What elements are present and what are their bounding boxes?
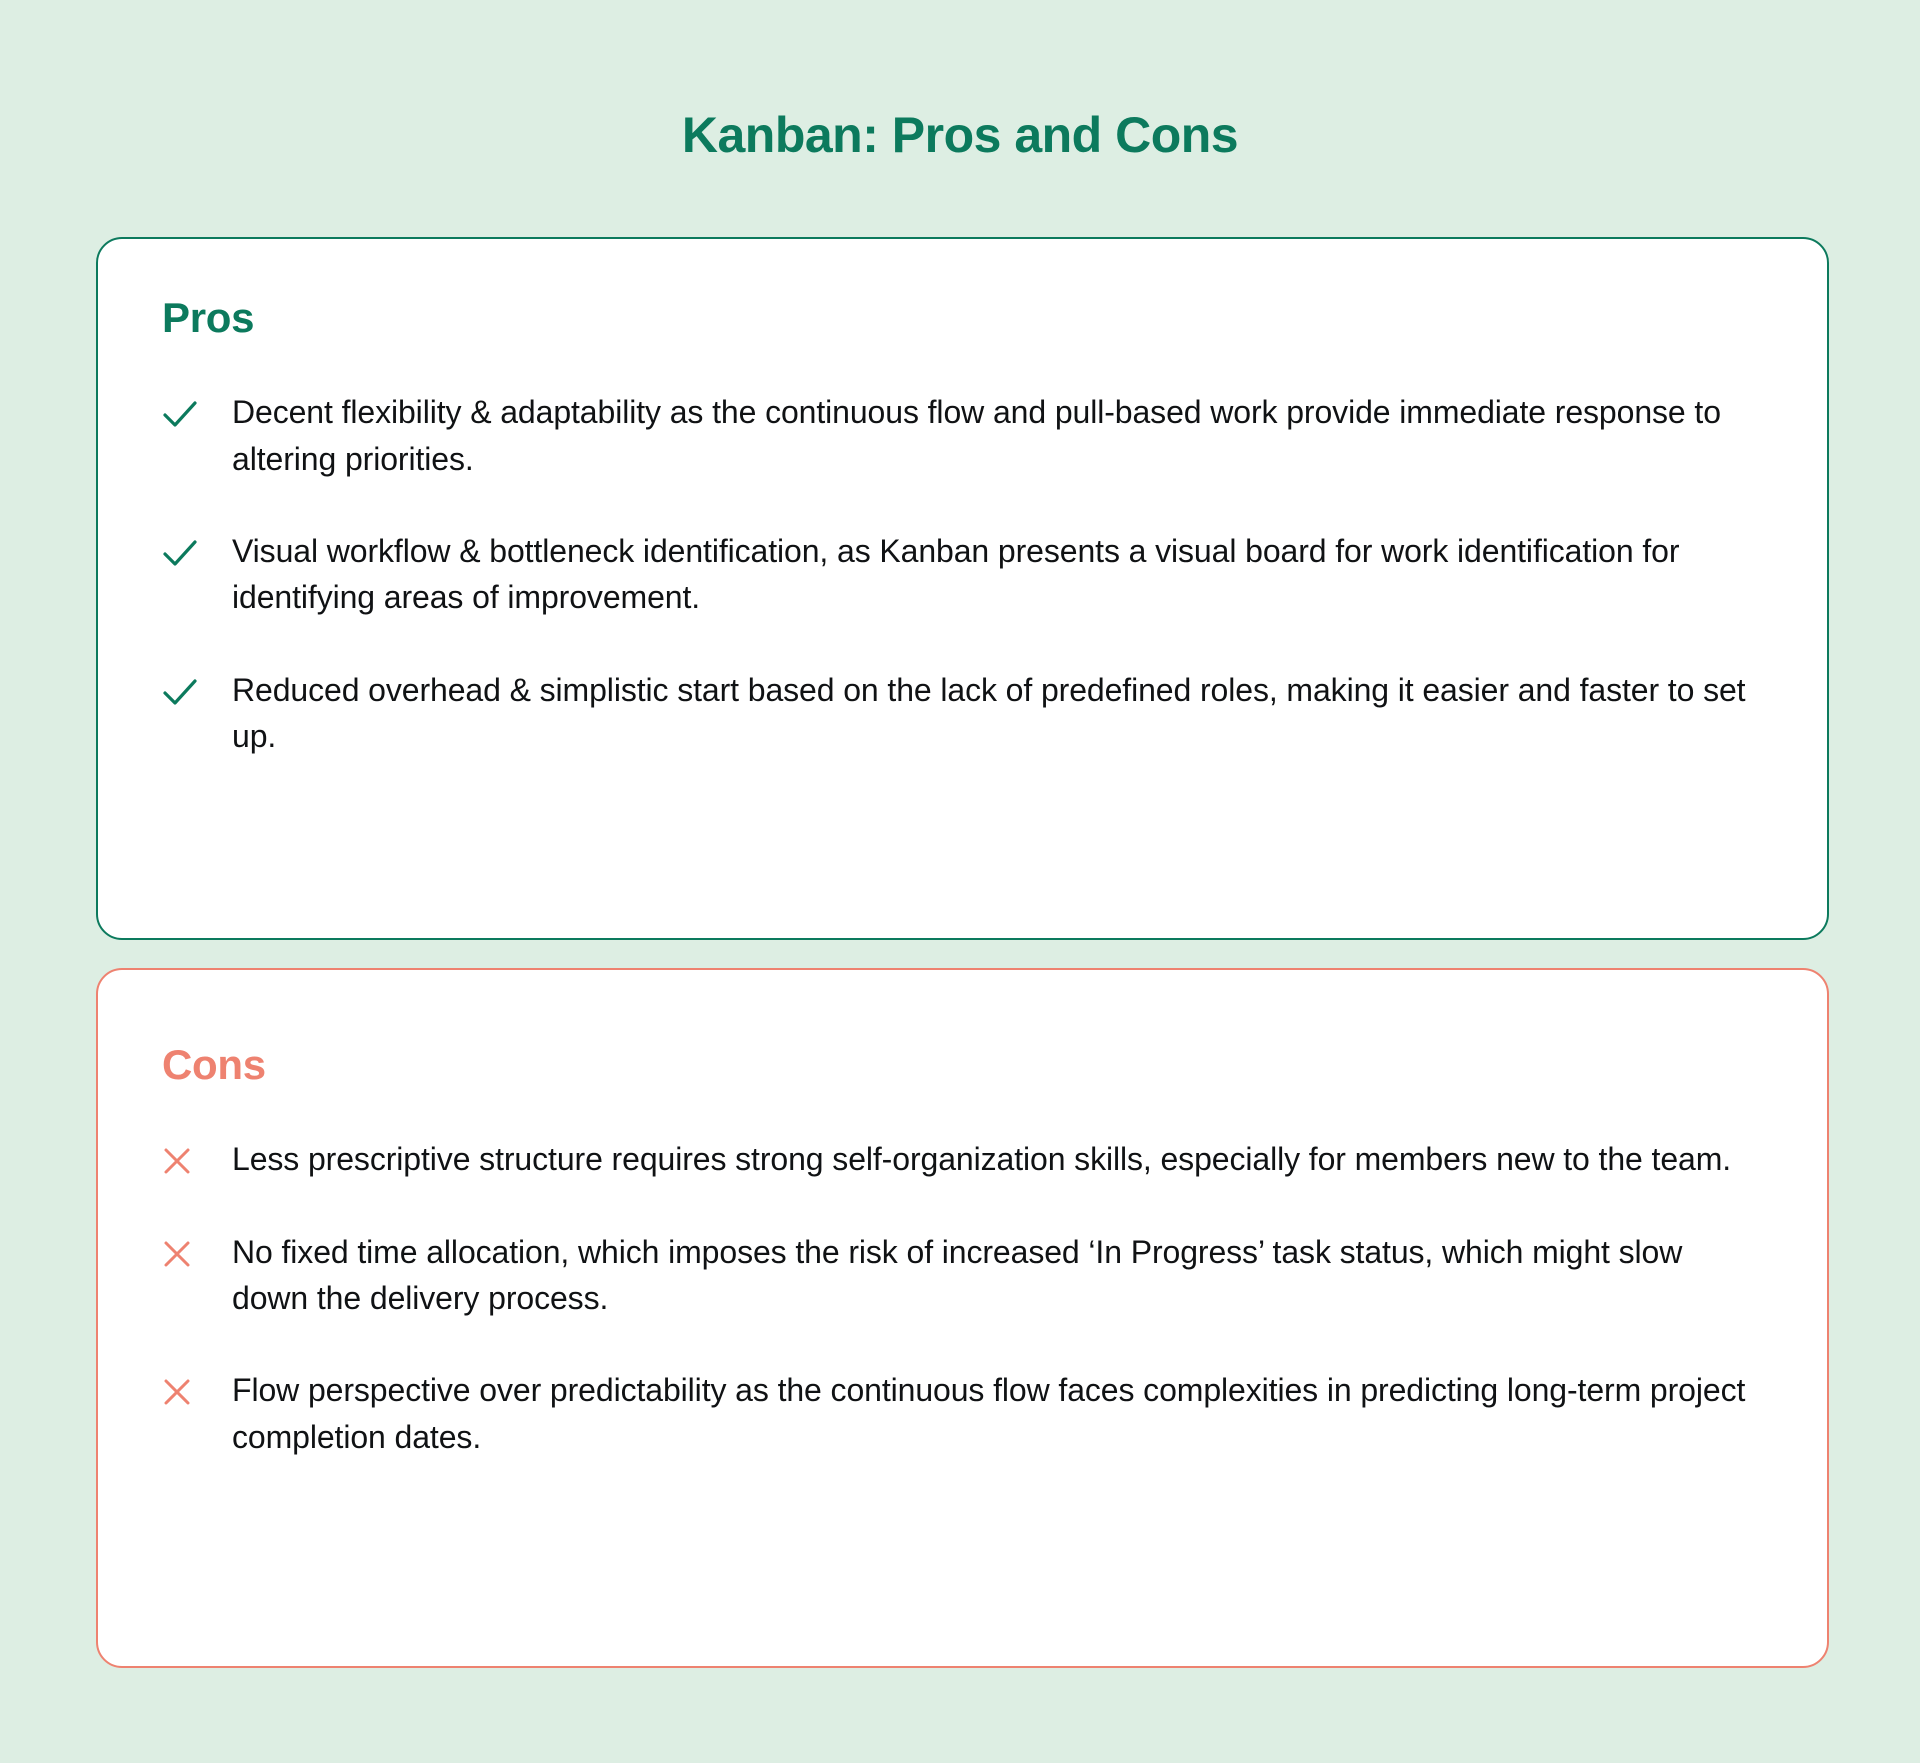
pros-item-text: Visual workflow & bottleneck identification, as Kanban presents a visual board for work identification for identifying areas of improvement. <box>232 532 1680 616</box>
list-item <box>162 1229 1763 1322</box>
cards-container <box>96 237 1829 1668</box>
cross-icon <box>162 1367 202 1411</box>
cons-item-text: Less prescriptive structure requires strong self-organization skills, especially for members new to the team. <box>232 1141 1732 1178</box>
list-item <box>162 667 1763 760</box>
page-title: Kanban: Pros and Cons <box>681 107 1239 163</box>
pros-item-text: Decent flexibility & adaptability as the continuous flow and pull-based work provide immediate response to altering priorities. <box>232 394 1721 477</box>
list-item <box>162 389 1763 482</box>
list-item <box>162 528 1763 621</box>
check-icon <box>162 389 202 433</box>
pros-item-text: Reduced overhead & simplistic start based on the lack of predefined roles, making it easier and faster to set up. <box>232 671 1746 755</box>
list-item <box>162 1367 1763 1460</box>
cons-item-text: Flow perspective over predictability as the continuous flow faces complexities in predicting long-term project completion dates. <box>232 1372 1746 1455</box>
cross-icon <box>162 1136 202 1180</box>
pros-list <box>162 389 1763 759</box>
cross-icon <box>162 1229 202 1273</box>
cons-card <box>96 968 1829 1668</box>
cons-heading: Cons <box>162 1041 266 1088</box>
cons-list <box>162 1136 1763 1460</box>
cons-item-text: No fixed time allocation, which imposes the risk of increased ‘In Progress’ task status, which might slow down the delivery process. <box>232 1233 1683 1316</box>
check-icon <box>162 667 202 711</box>
check-icon <box>162 528 202 572</box>
list-item <box>162 1136 1763 1182</box>
pros-heading: Pros <box>162 294 255 341</box>
pros-card <box>96 237 1829 940</box>
